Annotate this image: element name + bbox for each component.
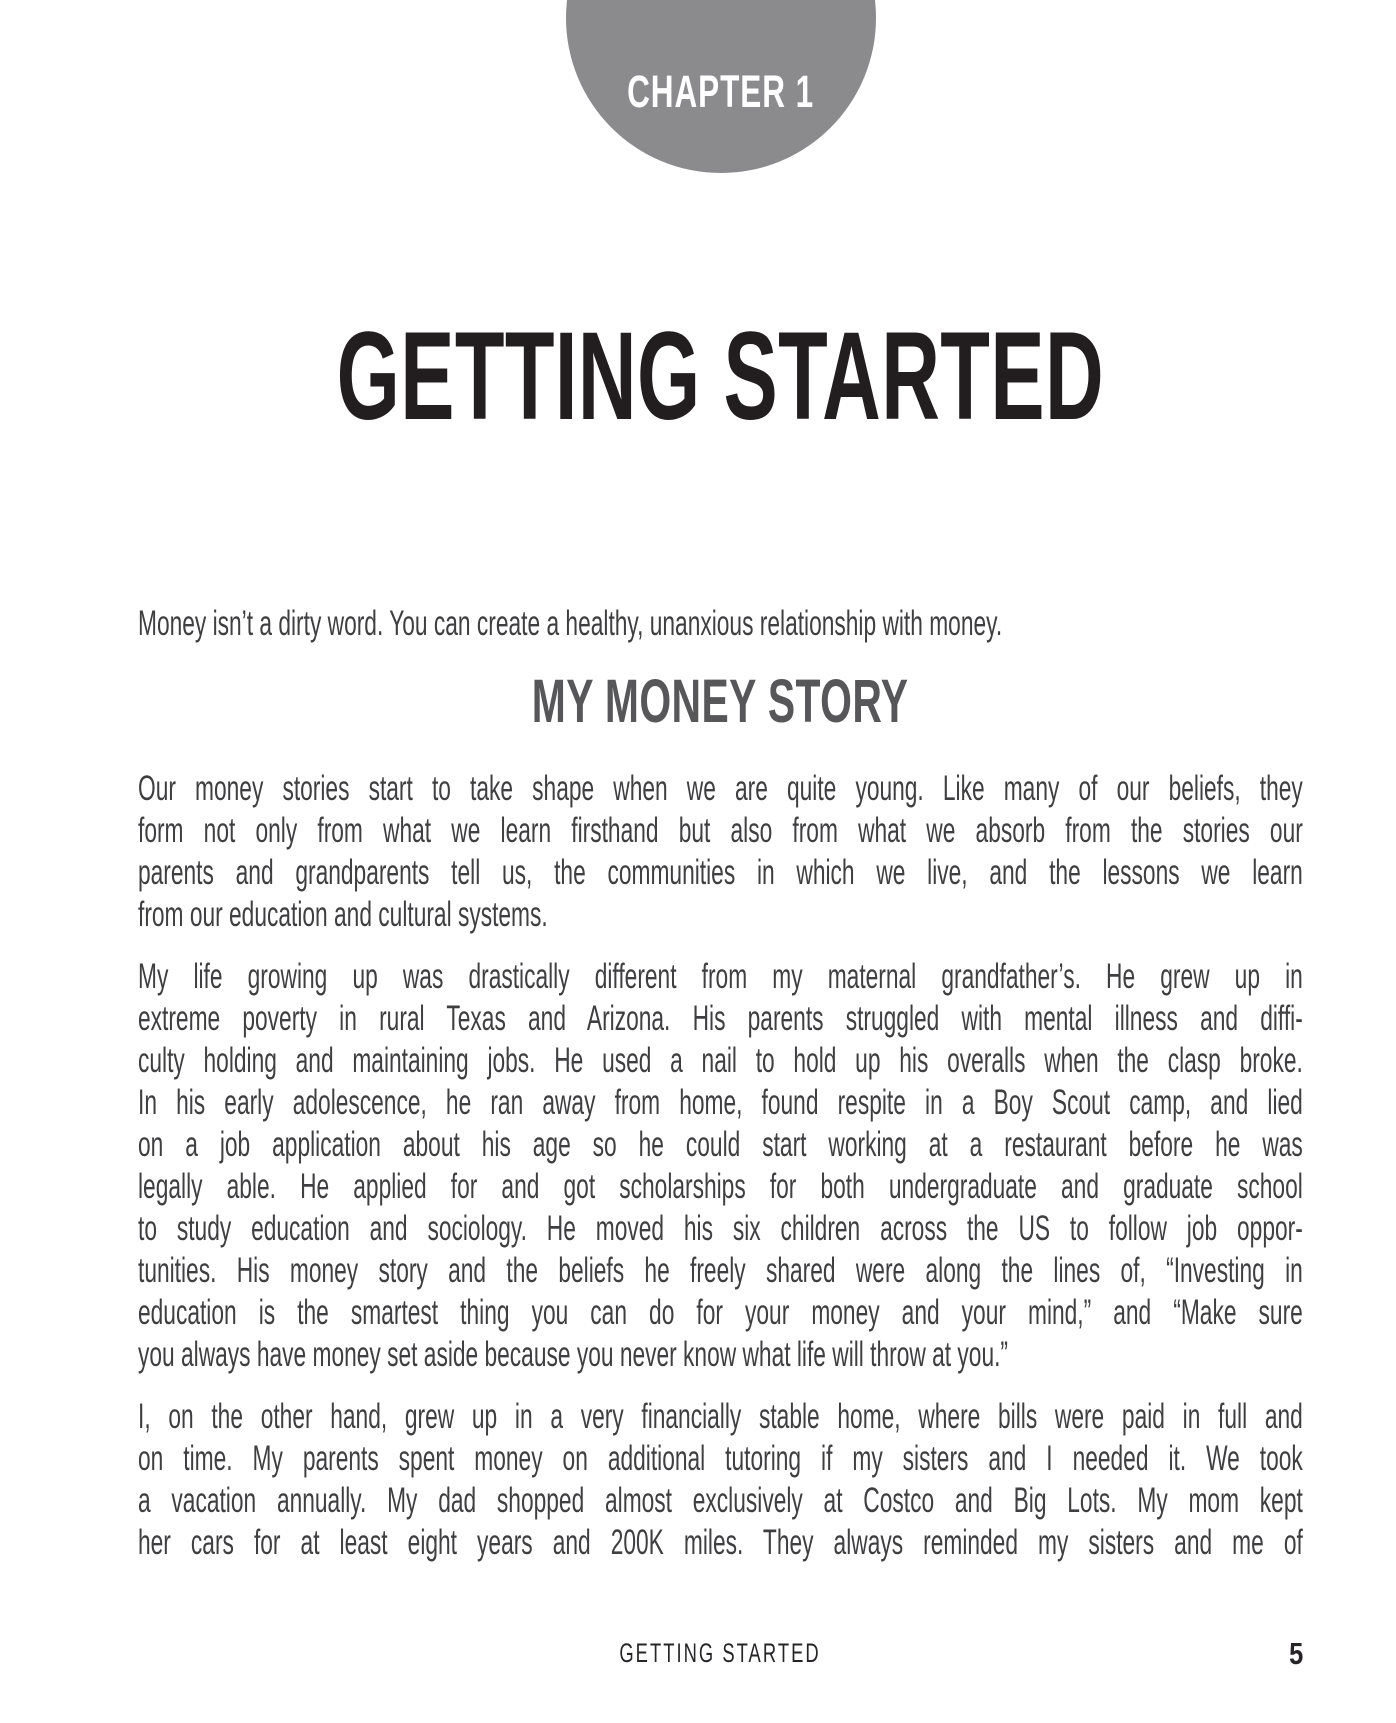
body-line: legally able. He applied for and got scholarships for both undergraduate and graduate school: [138, 1167, 1303, 1206]
body-line: Our money stories start to take shape when we are quite young. Like many of our beliefs, they: [138, 769, 1303, 808]
body-line: culty holding and maintaining jobs. He used a nail to hold up his overalls when the clasp broke.: [138, 1041, 1303, 1080]
chapter-badge-label-row: [138, 66, 1303, 117]
body-line: extreme poverty in rural Texas and Arizona. His parents struggled with mental illness and diffi-: [138, 999, 1303, 1038]
section-heading-row: [138, 667, 1303, 735]
body-line: on time. My parents spent money on additional tutoring if my sisters and I needed it. We took: [138, 1439, 1303, 1478]
body-line: education is the smartest thing you can do for your money and your mind,” and “Make sure: [138, 1293, 1303, 1332]
body-paragraphs: [138, 768, 1303, 1584]
body-line: her cars for at least eight years and 200K miles. They always reminded my sisters and me of: [138, 1523, 1303, 1562]
section-heading: MY MONEY STORY: [532, 667, 909, 735]
page-title: GETTING STARTED: [336, 307, 1105, 446]
body-line: on a job application about his age so he could start working at a restaurant before he was: [138, 1125, 1303, 1164]
running-title: GETTING STARTED: [619, 1638, 822, 1668]
intro-line: Money isn’t a dirty word. You can create a healthy, unanxious relationship with money.: [138, 604, 1003, 643]
body-line: My life growing up was drastically different from my maternal grandfather’s. He grew up in: [138, 957, 1303, 996]
body-line: a vacation annually. My dad shopped almost exclusively at Costco and Big Lots. My mom kept: [138, 1481, 1303, 1520]
footer: [138, 1636, 1303, 1671]
paragraph: [138, 768, 1303, 936]
chapter-badge-label: CHAPTER 1: [626, 66, 815, 117]
body-line: from our education and cultural systems.: [138, 895, 548, 934]
paragraph: [138, 1396, 1303, 1564]
paragraph: [138, 956, 1303, 1376]
body-line: to study education and sociology. He moved his six children across the US to follow job oppor-: [138, 1209, 1303, 1248]
body-line: form not only from what we learn firsthand but also from what we absorb from the stories our: [138, 811, 1303, 850]
title-row: [138, 307, 1303, 446]
body-line: I, on the other hand, grew up in a very financially stable home, where bills were paid in full and: [138, 1397, 1303, 1436]
body-line: parents and grandparents tell us, the communities in which we live, and the lessons we learn: [138, 853, 1303, 892]
body-line: tunities. His money story and the beliefs he freely shared were along the lines of, “Investing in: [138, 1251, 1303, 1290]
body-line: you always have money set aside because you never know what life will throw at you.”: [138, 1335, 1009, 1374]
body-line: In his early adolescence, he ran away from home, found respite in a Boy Scout camp, and lied: [138, 1083, 1303, 1122]
page-number: 5: [1288, 1636, 1303, 1671]
